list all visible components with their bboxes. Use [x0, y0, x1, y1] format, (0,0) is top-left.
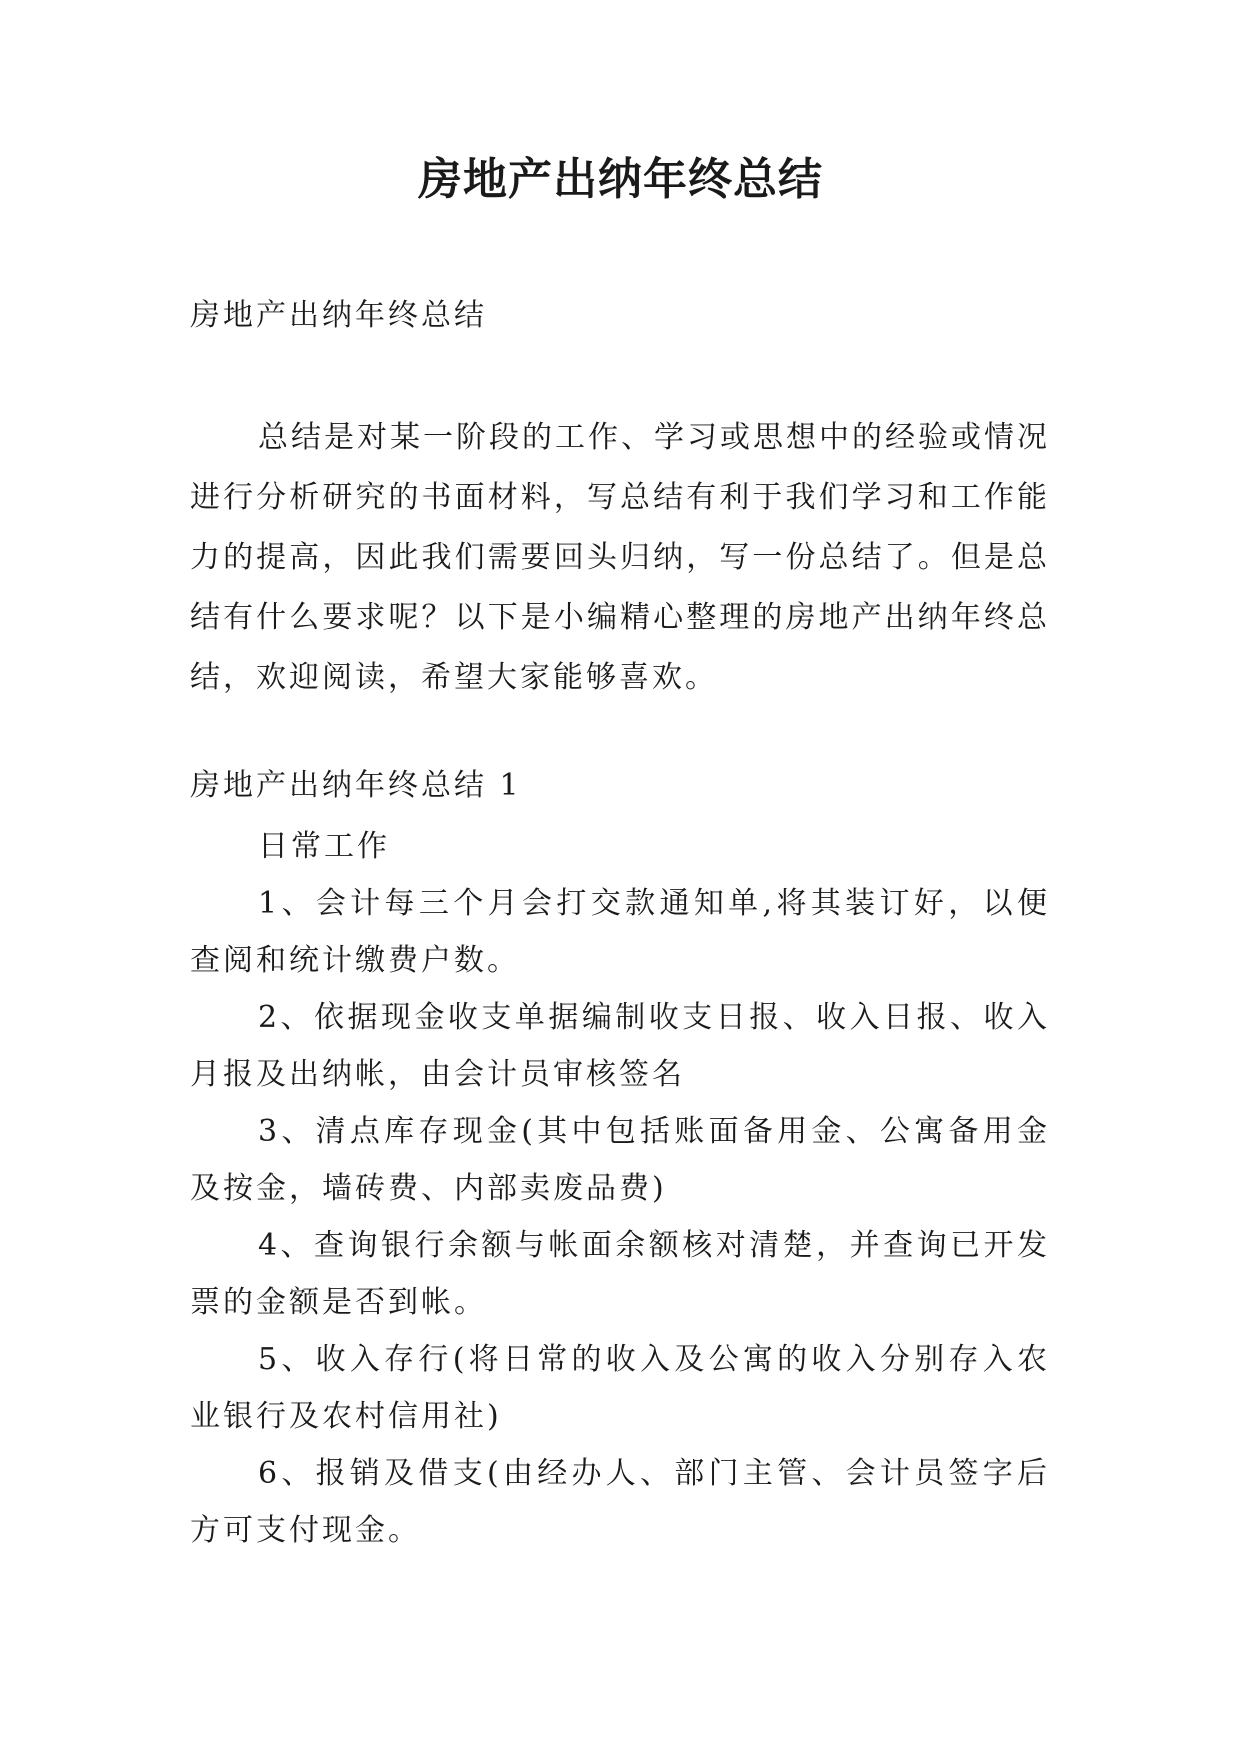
work-items-list — [190, 818, 1050, 1559]
list-item: 2、依据现金收支单据编制收支日报、收入日报、收入月报及出纳帐，由会计员审核签名 — [190, 1000, 1050, 1092]
list-item: 1、会计每三个月会打交款通知单,将其装订好，以便查阅和统计缴费户数。 — [190, 886, 1050, 978]
section-heading: 房地产出纳年终总结 1 — [190, 768, 522, 803]
list-item: 3、清点库存现金(其中包括账面备用金、公寓备用金及按金，墙砖费、内部卖废品费) — [190, 1114, 1050, 1206]
list-item: 4、查询银行余额与帐面余额核对清楚，并查询已开发票的金额是否到帐。 — [190, 1228, 1050, 1320]
list-item: 日常工作 — [258, 829, 390, 864]
list-item: 6、报销及借支(由经办人、部门主管、会计员签字后方可支付现金。 — [190, 1456, 1050, 1548]
document-subtitle: 房地产出纳年终总结 — [190, 298, 487, 333]
intro-paragraph: 总结是对某一阶段的工作、学习或思想中的经验或情况进行分析研究的书面材料，写总结有利于我们学习和工作能力的提高，因此我们需要回头归纳，写一份总结了。但是总结有什么要求呢？以下是小编精心整理的房地产出纳年终总结，欢迎阅读，希望大家能够喜欢。 — [190, 420, 1050, 695]
list-item: 5、收入存行(将日常的收入及公寓的收入分别存入农业银行及农村信用社) — [190, 1342, 1050, 1434]
document-title: 房地产出纳年终总结 — [418, 154, 823, 205]
